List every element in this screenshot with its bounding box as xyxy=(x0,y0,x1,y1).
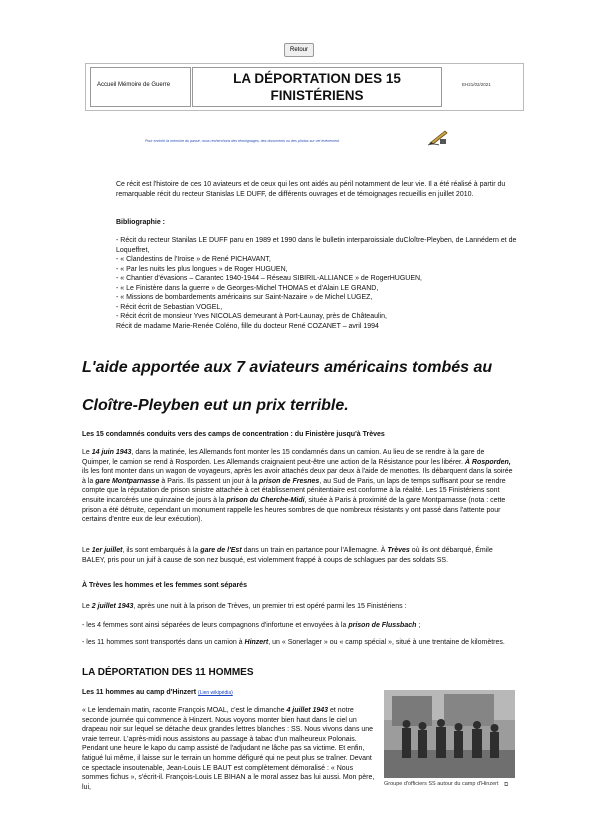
invite-text: Pour enrichir la mémoire du passé, nous recherchons des témoignages, des documents ou des photos sur cet événement xyxy=(145,139,340,143)
page-title-line2: FINISTÉRIENS xyxy=(270,88,364,103)
quill-pen-icon xyxy=(427,128,449,146)
main-heading-line1: L'aide apportée aux 7 aviateurs américains tombés au xyxy=(82,359,493,376)
enlarge-icon[interactable]: ⧉ xyxy=(504,782,509,788)
bibliography-heading: Bibliographie : xyxy=(116,219,165,226)
intro-paragraph: Ce récit est l'histoire de ces 10 aviateurs et de ceux qui les ont aidés au péril notamment de leur vie. Il a été réalisé à partir du remarquable récit du recteur Stanislas LE DUFF, de différents ouvrages et de témoignages recueillis en juillet 2010. xyxy=(116,181,506,198)
bibliography-item: - « Clandestins de l'Iroise » de René PICHAVANT, xyxy=(116,256,271,263)
bibliography-item: - Récit écrit de monsieur Yves NICOLAS demeurant à Port-Launay, près de Châteaulin, xyxy=(116,313,387,320)
historical-photo[interactable] xyxy=(384,690,515,778)
bibliography-list xyxy=(116,236,536,331)
paragraph-testimony: « Le lendemain matin, raconte François MOAL, c'est le dimanche 4 juillet 1943 et notre seconde journée qui commence à Hinzert. Nous voyons monter bien haut dans le ciel un drapeau noir sur lequel se détache deux grandes lettres blanches : SS. Nous vivons dans une vraie terreur. L'après-midi nous assistons au passage à tabac d'un malheureux Polonais. Pendant une heure le kapo du camp assisté de l'adjudant ne lâche pas sa victime. Et enfin, fatigué lui même, il laisse sur le terrain un homme défiguré qui ne peut plus se traîner. Devant ce spectacle insoutenable, Jean-Louis LE BAUT est complètement démoralisé : « Nous sommes fichus », s'écrit-il. François-Louis LE BIHAN a le moral assez bas lui aussi. Mon père, lui, xyxy=(82,707,375,791)
home-link-cell[interactable] xyxy=(90,67,191,107)
photo-caption: Groupe d'officiers SS autour du camp d'Hinzert xyxy=(384,781,499,787)
section-heading-transfer: Les 15 condamnés conduits vers des camps de concentration : du Finistère jusqu'à Trèves xyxy=(82,431,385,438)
page-title-line1: LA DÉPORTATION DES 15 xyxy=(233,71,401,86)
bibliography-item: - « Missions de bombardements américains sur Saint-Nazaire » de Michel LUGEZ, xyxy=(116,294,373,301)
bibliography-item: - « Par les nuits les plus longues » de Roger HUGUEN, xyxy=(116,265,288,273)
paragraph-men: - les 11 hommes sont transportés dans un camion à Hinzert, un « Sonerlager » ou « camp spécial », situé à une trentaine de kilomètres. xyxy=(82,639,505,646)
paragraph-june-1943: Le 14 juin 1943, dans la matinée, les Allemands font monter les 15 condamnés dans un camion. Au lieu de se rendre à la gare de Quimper, le camion se rend à Rosporden. Les Allemands craignaient peut-être une action de la Résistance pour les libérer. À Rosporden, ils les font monter dans un wagon de voyageurs, après les avoir attachés deux par deux à l'aide de menottes. Ils débarquent dans la soirée à la gare Montparnasse à Paris. Ils passent un jour à la prison de Fresnes, au Sud de Paris, un laps de temps suffisant pour se rendre compte que la réputation de prison sinistre attachée à cet établissement pénitentiaire est conforme à la réalité. Les 15 Finistériens sont ensuite incarcérés une quinzaine de jours à la prison du Cherche-Midi, située à Paris à proximité de la gare Montparnasse (nota : cette prison a été détruite, cependant un monument rappelle les heures sombres de que nombreux résistants y ont passé dans l'attente pour certains d'entre eux de leur exécution). xyxy=(82,449,513,524)
bibliography-item: - Récit écrit de Sebastian VOGEL, xyxy=(116,303,223,311)
back-button[interactable]: Retour xyxy=(284,43,314,57)
section-heading-deportation: LA DÉPORTATION DES 11 HOMMES xyxy=(82,667,254,678)
paragraph-july-1st: Le 1er juillet, ils sont embarqués à la gare de l'Est dans un train en partance pour l'Allemagne. À Trèves où ils ont débarqué, Émile BALEY, pris pour un juif à cause de son nez busqué, est violemment frappé à coups de schlagues par des soldats SS. xyxy=(82,547,493,564)
bibliography-item: - « Le Finistère dans la guerre » de Georges-Michel THOMAS et d'Alain LE GRAND, xyxy=(116,284,379,292)
paragraph-women: - les 4 femmes sont ainsi séparées de leurs compagnons d'infortune et envoyées à la prison de Flussbach ; xyxy=(82,622,421,629)
page-title xyxy=(192,67,442,107)
section-heading-separation: À Trèves les hommes et les femmes sont séparés xyxy=(82,582,247,589)
section-heading-hinzert: Les 11 hommes au camp d'Hinzert (Lien wikipédia) xyxy=(82,689,233,696)
bibliography-item: - « Chantier d'évasions – Carantec 1940-1944 – Réseau SIBIRIL-ALLIANCE » de RogerHUGUEN, xyxy=(116,275,422,282)
bibliography-item: - Récit du recteur Stanilas LE DUFF paru en 1989 et 1990 dans le bulletin interparoissiale duCloître-Pleyben, de Lannédern et de Loqueffret, xyxy=(116,237,517,254)
bibliography-item: Récit de madame Marie-Renée Coléno, fille du docteur René COZANET – avril 1994 xyxy=(116,322,379,330)
home-link[interactable]: Accueil Mémoire de Guerre xyxy=(97,82,171,88)
main-heading-line2: Cloître-Pleyben eut un prix terrible. xyxy=(82,397,349,414)
paragraph-july-2nd: Le 2 juillet 1943, après une nuit à la prison de Trèves, un premier tri est opéré parmi les 15 Finistériens : xyxy=(82,603,407,610)
photo-image xyxy=(384,690,515,778)
page-date: EH21/02/2021 xyxy=(462,82,491,87)
wikipedia-link[interactable]: (Lien wikipédia) xyxy=(198,690,233,696)
